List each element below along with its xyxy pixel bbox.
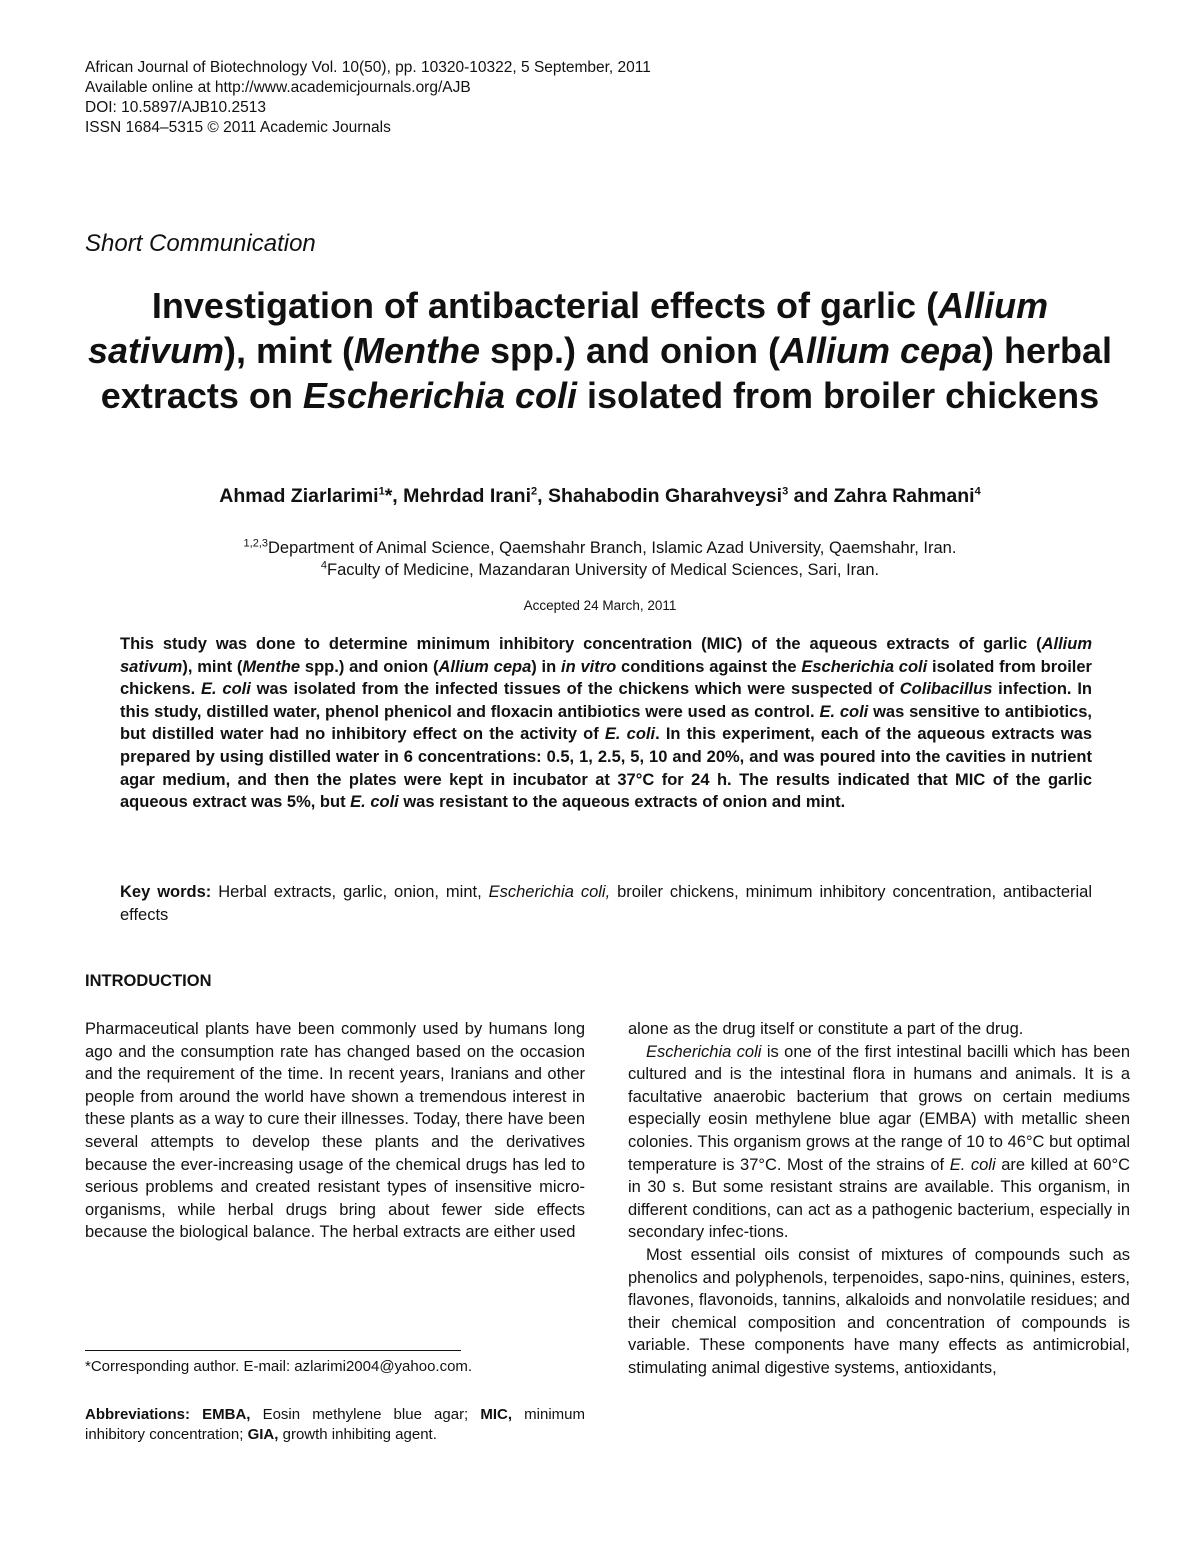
abstract-text: . In this experiment, each of the aqueous extracts was prepared by using distilled water in 6 concentrations: 0.5, 1, 2.5, 5, 10 and 20%, and was poured into the cavities in nutrient agar medium, and then the plates were kept in incubator at 37°C for 24 h. The results indicated that MIC of the garlic aqueous extract was 5%, but (120, 725, 1092, 812)
author-list (80, 485, 1120, 508)
abstract-italic: E. coli (604, 725, 656, 744)
abbreviation-term: GIA, (247, 1425, 279, 1443)
abstract-text: was isolated from the infected tissues of the chickens which were suspected of (250, 680, 900, 699)
title-part: isolated from broiler chickens (577, 375, 1100, 416)
abstract-italic: Allium sativum (120, 635, 1092, 676)
paragraph-text: are killed at 60°C in 30 s. But some resistant strains are available. This organism, in different conditions, can act as a pathogenic bacterium, especially in secondary infec-tions. (628, 1155, 1130, 1242)
body-column-right (628, 1018, 1130, 1380)
journal-url-line[interactable]: Available online at http://www.academicjournals.org/AJB (85, 79, 471, 96)
author-affiliation-mark: 3 (782, 485, 789, 498)
abbreviation-definition: minimum inhibitory concentration; (85, 1406, 585, 1443)
affiliation-text: Faculty of Medicine, Mazandaran University of Medical Sciences, Sari, Iran. (327, 561, 880, 579)
abstract-text: conditions against the (616, 657, 802, 676)
article-type-label: Short Communication (85, 230, 316, 257)
title-species: Allium sativum (87, 285, 1049, 371)
title-species: Menthe (354, 330, 480, 371)
keywords-label: Key words: (120, 883, 212, 901)
abstract-italic: Escherichia coli (801, 657, 928, 676)
abstract-text: ), mint ( (182, 657, 243, 676)
corresponding-mark: *, (384, 485, 404, 507)
abstract-italic: E. coli (201, 680, 251, 699)
author-affiliation-mark: 2 (531, 485, 538, 498)
abstract-text: spp.) and onion ( (300, 657, 439, 676)
title-species: Allium cepa (779, 330, 983, 371)
footnote-divider (85, 1350, 461, 1351)
abstract-italic: E. coli (350, 793, 399, 812)
affiliation-line (80, 559, 1120, 581)
author-name: Zahra Rahmani (833, 485, 975, 507)
author-affiliation-mark: 4 (974, 485, 981, 498)
affiliation-line (80, 537, 1120, 559)
paper-title (75, 283, 1125, 418)
abstract-italic: Allium cepa (438, 657, 532, 676)
issn-line: ISSN 1684–5315 © 2011 Academic Journals (85, 119, 391, 136)
abstract-italic: E. coli (819, 702, 869, 721)
affiliations (80, 537, 1120, 581)
author-name: Mehrdad Irani (403, 485, 532, 507)
abstract-text: This study was done to determine minimum inhibitory concentration (MIC) of the aqueous extracts of garlic ( (120, 635, 1042, 653)
author-separator: , (537, 485, 548, 507)
keywords-italic: Escherichia coli, (488, 883, 611, 901)
affiliation-text: Department of Animal Science, Qaemshahr Branch, Islamic Azad University, Qaemshahr, Iran. (268, 539, 957, 557)
intro-paragraph (628, 1041, 1130, 1244)
abbreviation-definition: Eosin methylene blue agar; (250, 1406, 481, 1423)
abbreviation-definition: growth inhibiting agent. (278, 1425, 437, 1443)
body-column-left (85, 1018, 585, 1244)
author-name: Ahmad Ziarlarimi (219, 485, 379, 507)
corresponding-author-footnote: *Corresponding author. E-mail: azlarimi2004@yahoo.com. (85, 1358, 473, 1375)
abstract-italic: Colibacillus (899, 680, 993, 699)
journal-citation: African Journal of Biotechnology Vol. 10(50), pp. 10320-10322, 5 September, 2011 (85, 59, 651, 76)
title-part: spp.) and onion ( (480, 330, 780, 371)
species-name: E. coli (949, 1155, 996, 1174)
doi-line: DOI: 10.5897/AJB10.2513 (85, 99, 266, 116)
journal-header (85, 58, 651, 138)
abstract-italic: Menthe (242, 657, 301, 676)
section-heading-introduction: INTRODUCTION (85, 972, 212, 990)
affiliation-mark: 1,2,3 (243, 537, 269, 550)
abstract-italic: in vitro (561, 657, 617, 676)
affiliation-mark: 4 (320, 559, 328, 572)
abbreviations-label: Abbreviations: (85, 1406, 191, 1423)
abbreviation-term: EMBA, (190, 1406, 251, 1423)
abbreviation-term: MIC, (480, 1406, 513, 1423)
keywords-text: broiler chickens, minimum inhibitory concentration, antibacterial effects (120, 883, 1093, 924)
accepted-date: Accepted 24 March, 2011 (523, 598, 677, 613)
abstract-text: was sensitive to antibiotics, but distilled water had no inhibitory effect on the activity of (120, 702, 1092, 744)
abstract-text: was resistant to the aqueous extracts of onion and mint. (398, 793, 846, 812)
abstract-text: infection. In this study, distilled water, phenol phenicol and floxacin antibiotics were used as control. (120, 680, 1092, 721)
keywords (120, 881, 1092, 926)
species-name: Escherichia coli (646, 1042, 762, 1061)
intro-paragraph: Pharmaceutical plants have been commonly used by humans long ago and the consumption rate has changed based on the occasion and the requirement of the time. In recent years, Iranians and other people from around the world have shown a tremendous interest in these plants as a way to cure their illnesses. Today, there have been several attempts to develop these plants and the derivatives because the ever-increasing usage of the chemical drugs has led to serious problems and created resistant types of insensitive micro-organisms, while herbal drugs bring about fewer side effects because the biological balance. The herbal extracts are either used (85, 1020, 585, 1242)
keywords-text: Herbal extracts, garlic, onion, mint, (211, 883, 489, 901)
intro-paragraph-continuation: alone as the drug itself or constitute a part of the drug. (628, 1020, 1024, 1038)
author-affiliation-mark: 1 (378, 485, 385, 498)
abstract-text: isolated from broiler chickens. (120, 657, 1092, 699)
paragraph-text: is one of the first intestinal bacilli which has been cultured and is the intestinal flora in humans and animals. It is a facultative anaerobic bacterium that grows on certain mediums especially eosin methylene blue agar (EMBA) with metallic sheen colonies. This organism grows at the range of 10 to 46°C but optimal temperature is 37°C. Most of the strains of (628, 1042, 1130, 1174)
author-separator: and (788, 485, 834, 507)
title-part: ), mint ( (224, 330, 354, 371)
title-part: Investigation of antibacterial effects of garlic ( (151, 285, 939, 326)
author-name: Shahabodin Gharahveysi (547, 485, 783, 507)
title-part: ) herbal extracts on (100, 330, 1113, 416)
abstract-text: ) in (531, 657, 562, 676)
intro-paragraph: Most essential oils consist of mixtures of compounds such as phenolics and polyphenols, terpenoides, sapo-nins, quinines, esters, flavones, flavonoids, tannins, alkaloids and nonvolatile residues; and their chemical composition and concentration of compounds is variable. These components have many effects as antimicrobial, stimulating animal digestive systems, antioxidants, (628, 1245, 1130, 1377)
title-species: Escherichia coli (302, 375, 578, 416)
abbreviations-note (85, 1405, 585, 1444)
abstract (120, 633, 1092, 814)
